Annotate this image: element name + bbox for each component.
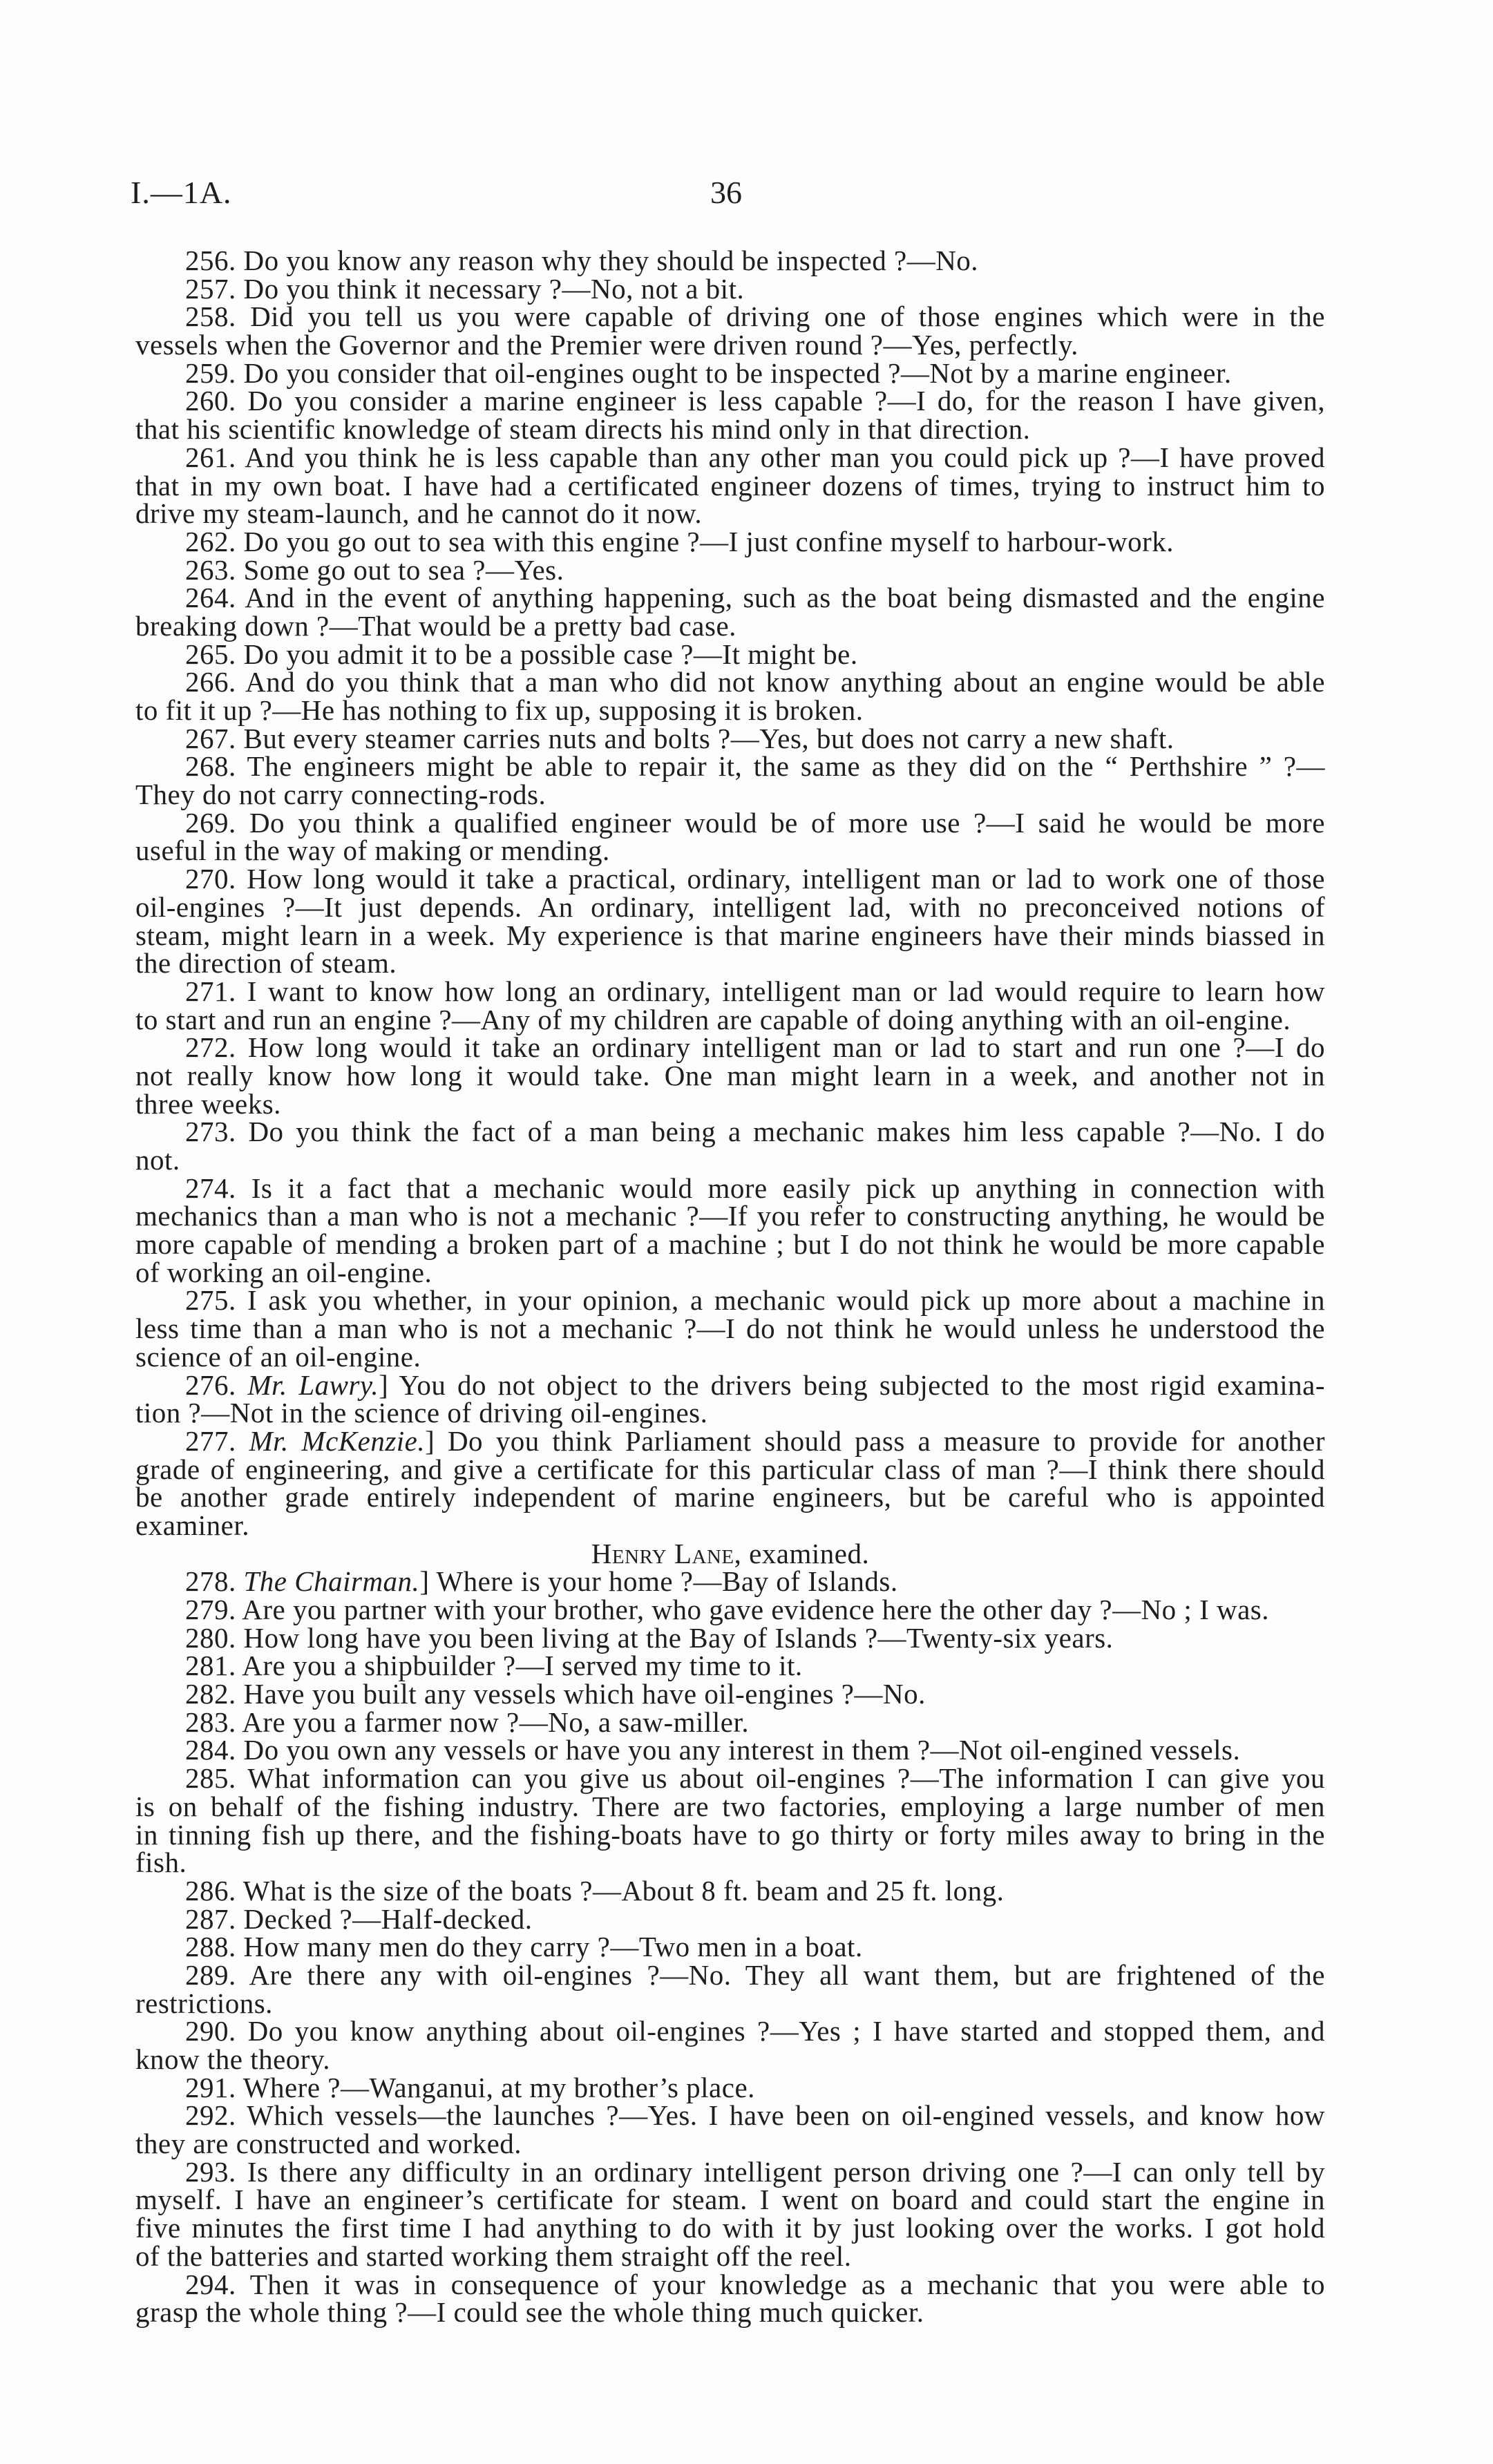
text-line: vessels when the Governor and the Premier were driven round ?—Yes, perfectly. <box>135 329 1078 361</box>
line-text: Do you consider that oil-engines ought to be inspected ?—Not by a marine engineer. <box>243 356 1232 389</box>
question-number: 257. <box>185 272 236 305</box>
question-paragraph <box>135 247 1325 275</box>
question-number: 271. <box>185 975 236 1007</box>
question-paragraph <box>135 2099 1325 2160</box>
question-number: 283. <box>185 1706 236 1738</box>
line-text: Where ?—Wanganui, at my brother’s place. <box>243 2071 755 2103</box>
text-line: five minutes the first time I had anything to do with it by just looking over the works. I got hold <box>135 2212 1325 2244</box>
text-line <box>135 865 1325 893</box>
text-line: know the theory. <box>135 2043 331 2075</box>
line-text: Do you consider a marine engineer is less capable ?—I do, for the reason I have given, <box>247 385 1326 417</box>
line-text: Are you a shipbuilder ?—I served my time to it. <box>242 1650 803 1682</box>
question-number: 269. <box>185 806 236 839</box>
text-line: tion ?—Not in the science of driving oil-engines. <box>135 1397 708 1429</box>
question-paragraph <box>135 1174 1325 1287</box>
line-text: Do you think a qualified engineer would be of more use ?—I said he would be more <box>249 806 1326 839</box>
text-line: breaking down ?—That would be a pretty bad case. <box>135 609 736 642</box>
text-line <box>135 1736 1325 1764</box>
text-line: that his scientific knowledge of steam directs his mind only in that direction. <box>135 413 1031 446</box>
text-line <box>135 2101 1325 2130</box>
question-paragraph <box>135 525 1325 557</box>
text-line <box>135 2017 1325 2045</box>
question-paragraph <box>135 1652 1325 1680</box>
question-number: 280. <box>185 1621 236 1654</box>
line-text: Then it was in consequence of your knowledge as a mechanic that you were able to <box>249 2268 1325 2300</box>
text-line <box>135 1368 1325 1401</box>
text-line <box>135 1764 1325 1793</box>
line-text: I want to know how long an ordinary, intelligent man or lad would require to learn how <box>247 975 1326 1007</box>
line-text: And in the event of anything happening, such as the boat being dismasted and the engine <box>245 582 1325 614</box>
line-text: What is the size of the boats ?—About 8 ft. beam and 25 ft. long. <box>243 1874 1005 1907</box>
text-line: more capable of mending a broken part of a machine ; but I do not think he would be more capable <box>135 1228 1325 1261</box>
question-paragraph <box>135 2268 1325 2329</box>
question-paragraph <box>135 1596 1325 1624</box>
question-paragraph <box>135 1567 1325 1596</box>
witness-heading <box>135 1537 1325 1569</box>
text-line: oil-engines ?—It just depends. An ordinary, intelligent lad, with no preconceived notions of <box>135 890 1325 923</box>
text-line: restrictions. <box>135 1987 273 2019</box>
question-number: 272. <box>185 1031 236 1064</box>
text-line <box>135 668 1325 696</box>
speaker-name: Mr. McKenzie. <box>249 1424 426 1457</box>
question-number: 288. <box>185 1931 236 1963</box>
question-number: 258. <box>185 300 236 333</box>
line-text: ] You do not object to the drivers being subjected to the most rigid examina- <box>379 1368 1325 1401</box>
question-number: 268. <box>185 750 236 783</box>
question-paragraph <box>135 584 1325 640</box>
text-line <box>135 1596 1325 1624</box>
line-text: Decked ?—Half-decked. <box>243 1902 533 1935</box>
text-line <box>135 356 1325 389</box>
question-number: 264. <box>185 582 236 614</box>
text-line: science of an oil-engine. <box>135 1340 421 1373</box>
line-text: Are there any with oil-engines ?—No. They all want them, but are frightened of the <box>249 1958 1325 1991</box>
text-line: They do not carry connecting-rods. <box>135 779 546 811</box>
question-paragraph <box>135 977 1325 1033</box>
text-line: mechanics than a man who is not a mechanic ?—If you refer to constructing anything, he would be <box>135 1200 1325 1232</box>
question-paragraph <box>135 1424 1325 1541</box>
line-text: Do you go out to sea with this engine ?—I just confine myself to harbour-work. <box>243 525 1175 557</box>
question-paragraph <box>135 1033 1325 1118</box>
question-number: 263. <box>185 553 236 586</box>
text-line <box>135 1680 1325 1708</box>
question-number: 279. <box>185 1594 236 1625</box>
question-paragraph <box>135 1621 1325 1654</box>
text-line <box>135 443 1325 472</box>
text-line <box>135 553 1325 586</box>
question-number: 292. <box>185 2099 236 2132</box>
question-paragraph <box>135 1286 1325 1371</box>
question-paragraph <box>135 2155 1325 2272</box>
question-paragraph <box>135 1680 1325 1708</box>
question-number: 291. <box>185 2071 236 2103</box>
text-line: useful in the way of making or mending. <box>135 834 610 867</box>
line-text: What information can you give us about oil-engines ?—The information I can give you <box>247 1762 1325 1795</box>
text-line <box>135 1652 1325 1680</box>
question-paragraph <box>135 1118 1325 1174</box>
text-line: the direction of steam. <box>135 947 397 980</box>
line-text: Do you admit it to be a possible case ?—It might be. <box>243 638 858 670</box>
question-paragraph <box>135 272 1325 305</box>
text-line: three weeks. <box>135 1087 281 1120</box>
question-number: 275. <box>185 1284 236 1317</box>
question-paragraph <box>135 1708 1325 1737</box>
question-paragraph <box>135 668 1325 724</box>
text-line: that in my own boat. I have had a certificated engineer dozens of times, trying to instruct him to <box>135 469 1325 502</box>
question-paragraph <box>135 1368 1325 1429</box>
text-line: grasp the whole thing ?—I could see the whole thing much quicker. <box>135 2296 924 2329</box>
text-line <box>135 1621 1325 1654</box>
text-line <box>135 1933 1325 1961</box>
question-paragraph <box>135 1933 1325 1961</box>
question-number: 284. <box>185 1734 236 1766</box>
line-text: How long would it take a practical, ordinary, intelligent man or lad to work one of those <box>247 863 1325 895</box>
line-text: Do you think the fact of a man being a mechanic makes him less capable ?—No. I do <box>248 1116 1326 1148</box>
text-line <box>135 272 1325 305</box>
text-line <box>135 1118 1325 1146</box>
question-number: 266. <box>185 666 236 698</box>
text-line <box>135 387 1325 415</box>
text-line: of working an oil-engine. <box>135 1256 432 1288</box>
text-line: in tinning fish up there, and the fishing-boats have to go thirty or forty miles away to bring in the <box>135 1818 1325 1851</box>
question-paragraph <box>135 1736 1325 1764</box>
text-line <box>135 2155 1325 2188</box>
line-text: Are you a farmer now ?—No, a saw-miller. <box>242 1706 750 1738</box>
page-number: 36 <box>710 175 742 210</box>
question-number: 256. <box>185 245 236 276</box>
question-number: 274. <box>185 1172 236 1204</box>
question-number: 270. <box>185 863 236 895</box>
question-paragraph <box>135 1958 1325 2019</box>
question-number: 276. <box>185 1368 236 1401</box>
text-line: steam, might learn in a week. My experience is that marine engineers have their minds biassed in <box>135 919 1325 951</box>
text-line <box>135 1958 1325 1991</box>
text-line <box>135 300 1325 333</box>
line-text: And do you think that a man who did not know anything about an engine would be able <box>245 666 1325 698</box>
question-paragraph <box>135 863 1325 980</box>
line-text: Are you partner with your brother, who gave evidence here the other day ?—No ; I was. <box>242 1594 1269 1625</box>
text-line <box>135 722 1325 754</box>
line-text: Did you tell us you were capable of driving one of those engines which were in the <box>250 300 1325 333</box>
question-number: 267. <box>185 722 236 754</box>
text-line <box>135 1033 1325 1062</box>
line-text: Do you know anything about oil-engines ?—Yes ; I have started and stopped them, and <box>247 2015 1326 2047</box>
text-line: fish. <box>135 1846 187 1879</box>
line-text: Is there any difficulty in an ordinary intelligent person driving one ?—I can only tell by <box>247 2155 1325 2188</box>
text-line: is on behalf of the fishing industry. There are two factories, employing a large number of men <box>135 1790 1325 1822</box>
line-text: Do you own any vessels or have you any interest in them ?—Not oil-engined vessels. <box>243 1734 1241 1766</box>
text-line <box>135 1174 1325 1203</box>
text-line <box>135 806 1326 839</box>
text-line: to start and run an engine ?—Any of my children are capable of doing anything with an oil-engine. <box>135 1003 1291 1035</box>
question-number: 290. <box>185 2015 236 2047</box>
question-number: 259. <box>185 356 236 389</box>
question-number: 278. <box>185 1565 236 1598</box>
question-paragraph <box>135 722 1325 754</box>
line-text: Some go out to sea ?—Yes. <box>243 553 564 586</box>
text-line <box>135 247 1325 275</box>
question-paragraph <box>135 806 1326 867</box>
text-line <box>135 1708 1325 1737</box>
question-paragraph <box>135 300 1325 361</box>
question-paragraph <box>135 1764 1325 1877</box>
text-line: be another grade entirely independent of marine engineers, but be careful who is appointed <box>135 1481 1325 1513</box>
text-line <box>135 1902 1325 1935</box>
speaker-name: The Chairman. <box>243 1565 420 1598</box>
question-number: 281. <box>185 1650 236 1682</box>
line-text: Have you built any vessels which have oil-engines ?—No. <box>243 1678 926 1710</box>
text-line <box>135 2268 1325 2300</box>
text-line <box>135 1567 1325 1596</box>
question-number: 285. <box>185 1762 236 1795</box>
line-text: Do you know any reason why they should be inspected ?—No. <box>243 245 979 276</box>
line-text: ] Do you think Parliament should pass a measure to provide for another <box>425 1424 1325 1457</box>
line-text: Is it a fact that a mechanic would more easily pick up anything in connection with <box>251 1172 1325 1204</box>
text-line <box>135 2071 1325 2103</box>
line-text: And you think he is less capable than any other man you could pick up ?—I have proved <box>245 441 1325 473</box>
text-line <box>135 640 1325 669</box>
text-line <box>135 752 1325 781</box>
line-text: How many men do they carry ?—Two men in a boat. <box>243 1931 863 1963</box>
question-paragraph <box>135 750 1325 811</box>
transcript-body <box>135 247 1325 2327</box>
line-text: ] Where is your home ?—Bay of Islands. <box>419 1565 898 1598</box>
line-text: How long have you been living at the Bay of Islands ?—Twenty-six years. <box>243 1621 1114 1654</box>
question-paragraph <box>135 2071 1325 2103</box>
line-text: How long would it take an ordinary intelligent man or lad to start and run one ?—I do <box>247 1031 1326 1064</box>
question-number: 260. <box>185 385 236 417</box>
question-number: 294. <box>185 2268 236 2300</box>
question-paragraph <box>135 2017 1325 2073</box>
text-line: not. <box>135 1144 180 1176</box>
text-line <box>135 584 1325 612</box>
question-number: 273. <box>185 1116 236 1148</box>
question-number: 293. <box>185 2155 236 2188</box>
question-paragraph <box>135 1902 1325 1935</box>
question-number: 261. <box>185 441 236 473</box>
question-number: 287. <box>185 1902 236 1935</box>
text-line: to fit it up ?—He has nothing to fix up, supposing it is broken. <box>135 694 864 726</box>
line-text: I ask you whether, in your opinion, a mechanic would pick up more about a machine in <box>247 1284 1326 1317</box>
question-paragraph <box>135 640 1325 669</box>
line-text: Which vessels—the launches ?—Yes. I have been on oil-engined vessels, and know how <box>247 2099 1325 2132</box>
question-paragraph <box>135 553 1325 586</box>
question-number: 277. <box>185 1424 236 1457</box>
speaker-name: Mr. Lawry. <box>247 1368 379 1401</box>
question-number: 282. <box>185 1678 236 1710</box>
text-line: less time than a man who is not a mechanic ?—I do not think he would unless he understood the <box>135 1312 1325 1345</box>
text-line <box>135 525 1325 557</box>
text-line: myself. I have an engineer’s certificate for steam. I went on board and could start the engine in <box>135 2184 1325 2216</box>
line-text: But every steamer carries nuts and bolts ?—Yes, but does not carry a new shaft. <box>243 722 1175 754</box>
text-line: of the batteries and started working them straight off the reel. <box>135 2239 852 2272</box>
text-line: drive my steam-launch, and he cannot do it now. <box>135 497 703 530</box>
question-paragraph <box>135 385 1326 446</box>
question-paragraph <box>135 443 1325 528</box>
text-line <box>135 1286 1325 1315</box>
question-number: 289. <box>185 1958 236 1991</box>
witness-name: Henry Lane <box>591 1537 734 1569</box>
running-header-section: I.—1A. <box>131 175 232 210</box>
text-line <box>135 977 1325 1006</box>
line-text: The engineers might be able to repair it, the same as they did on the “ Perthshire ” ?— <box>247 750 1325 783</box>
question-number: 265. <box>185 638 236 670</box>
text-line <box>135 1424 1325 1457</box>
question-number: 286. <box>185 1874 236 1907</box>
text-line: grade of engineering, and give a certificate for this particular class of man ?—I think there should <box>135 1453 1325 1485</box>
question-paragraph <box>135 1874 1325 1907</box>
question-paragraph <box>135 356 1325 389</box>
witness-heading-suffix: , examined. <box>734 1537 870 1569</box>
text-line <box>135 1874 1325 1907</box>
text-line: not really know how long it would take. One man might learn in a week, and another not in <box>135 1059 1325 1091</box>
text-line: they are constructed and worked. <box>135 2128 522 2160</box>
question-number: 262. <box>185 525 236 557</box>
text-line: examiner. <box>135 1509 250 1541</box>
line-text: Do you think it necessary ?—No, not a bit. <box>243 272 745 305</box>
